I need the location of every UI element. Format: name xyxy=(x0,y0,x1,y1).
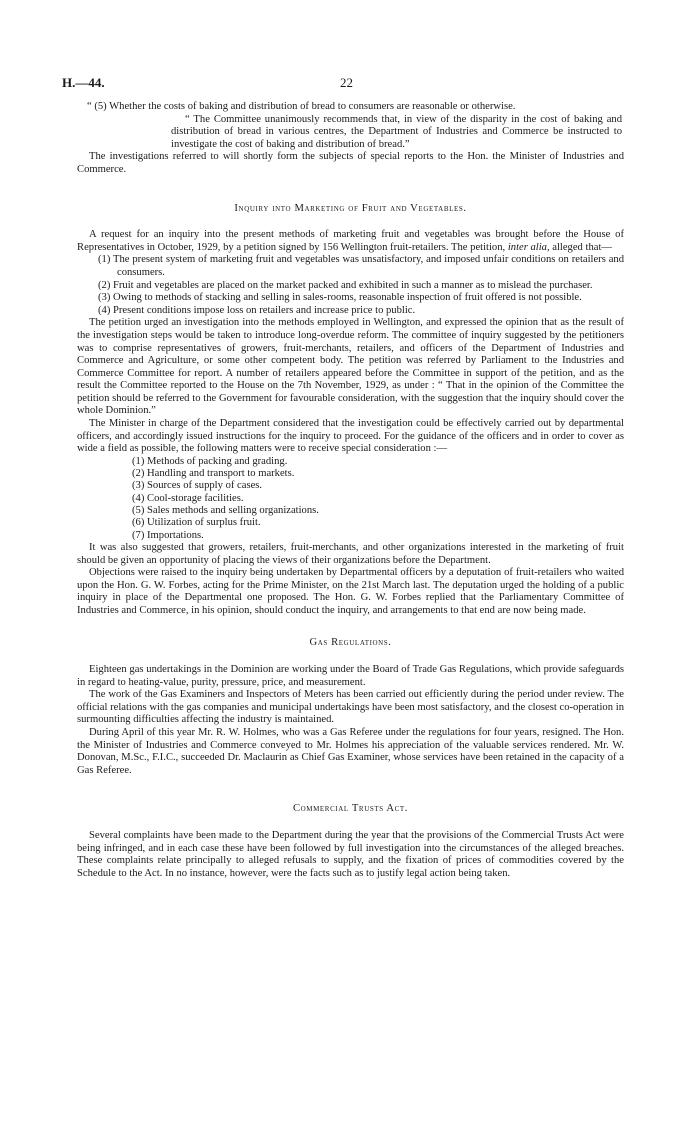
minister-instructions-paragraph: The Minister in charge of the Department considered that the investigation could be effectively carried out by departmental officers, and accordingly issued instructions for the inquiry to proceed. For the guidance of the officers and in order to cover as wide a field as possible, the following matters were to receive special consideration :— xyxy=(77,418,624,455)
list-item: (2) Handling and transport to markets. xyxy=(132,468,295,480)
fruit-petition-text-b: , alleged that— xyxy=(546,241,612,253)
gas-undertakings-paragraph: Eighteen gas undertakings in the Dominion are working under the Board of Trade Gas Regulations, which provide safeguards in regard to heating-value, purity, pressure, price, and measurement. xyxy=(77,664,624,688)
allegation-item: (4) Present conditions impose loss on retailers and increase price to public. xyxy=(98,304,416,316)
inter-alia-text: inter alia xyxy=(507,241,547,253)
list-item: (4) Cool-storage facilities. xyxy=(132,492,244,504)
objections-paragraph: Objections were raised to the inquiry being undertaken by Departmental officers by a deputation of fruit-retailers who waited upon the Hon. G. W. Forbes, acting for the Prime Minister, on the 21st March last. The deputation urged the holding of a public inquiry in place of the Departmental one proposed. The Hon. G. W. Forbes replied that the Parliamentary Committee of Industries and Commerce, in his opinion, should conduct the inquiry, and arrangements to that end are now being made. xyxy=(77,567,624,616)
list-item: (3) Sources of supply of cases. xyxy=(132,480,263,492)
fruit-petition-text-a: A request for an inquiry into the present methods of marketing fruit and vegetables was brought before the House of Representatives in October, 1929, by a petition signed by 156 Wellington fruit-retailers. The petition, xyxy=(77,229,624,253)
fruit-petition-paragraph xyxy=(77,229,624,254)
organizations-views-paragraph: It was also suggested that growers, retailers, fruit-merchants, and other organizations interested in the marketing of fruit should be given an opportunity of placing the views of their organizations before the Department. xyxy=(77,541,624,566)
gas-referee-paragraph: During April of this year Mr. R. W. Holmes, who was a Gas Referee under the regulations for four years, resigned. The Hon. the Minister of Industries and Commerce conveyed to Mr. Holmes his appreciation of the valuable services rendered. Mr. W. Donovan, M.Sc., F.I.C., succeeded Dr. Maclaurin as Chief Gas Examiner, whose services have been retained in the capacity of a Gas Referee. xyxy=(77,727,624,776)
special-consideration-list xyxy=(77,456,624,542)
page-header xyxy=(62,77,638,93)
quoted-item-5: “ (5) Whether the costs of baking and distribution of bread to consumers are reasonable or otherwise. xyxy=(87,101,516,112)
petition-investigation-paragraph: The petition urged an investigation into the methods employed in Wellington, and expressed the opinion that as the result of the investigation steps would be taken to introduce long-overdue reform. The committee of inquiry suggested by the petitioners was to comprise representatives of growers, fruit-merchants, retailers, and officers of the Department of Industries and Commerce and Agriculture, or some other competent body. The petition was referred by Parliament to the Industries and Commerce Committee for report. A number of retailers appeared before the Committee in support of the petition, and as the result the Committee reported to the House on the 7th November, 1929, as under : “ That in the opinion of the Committee the petition should be referred to the Government for favourable consideration, with the suggestion that the inquiry should cover the whole Dominion.” xyxy=(77,317,624,417)
trusts-complaints-paragraph: Several complaints have been made to the Department during the year that the provisions of the Commercial Trusts Act were being infringed, and in each case these have been followed by full investigation into the circumstances of the alleged breaches. These complaints relate principally to alleged refusals to supply, and the fixation of prices of commodities covered by the Schedule to the Act. In no instance, however, were the facts such as to justify legal action being taken. xyxy=(77,830,624,879)
list-item: (1) Methods of packing and grading. xyxy=(132,455,288,467)
trusts-section-heading: Commercial Trusts Act. xyxy=(292,803,409,815)
report-reference: H.—44. xyxy=(62,75,105,90)
list-item: (5) Sales methods and selling organizations. xyxy=(132,505,319,517)
page-body xyxy=(77,101,624,880)
allegation-item: (2) Fruit and vegetables are placed on the market packed and exhibited in such a manner as to mislead the purchaser. xyxy=(98,279,593,291)
gas-examiners-paragraph: The work of the Gas Examiners and Inspectors of Meters has been carried out efficiently during the period under review. The official relations with the gas companies and municipal undertakings have been most satisfactory, and the closest co-operation in surmounting difficulties affecting the industry is maintained. xyxy=(77,689,624,726)
allegation-item: (3) Owing to methods of stacking and selling in sales-rooms, reasonable inspection of fruit offered is not possible. xyxy=(98,292,582,304)
committee-recommendation-quote: “ The Committee unanimously recommends that, in view of the disparity in the cost of baking and distribution of bread in various centres, the Department of Industries and Commerce be instructed to investigate the cost of baking and distribution of bread.” xyxy=(171,113,622,150)
gas-section-heading: Gas Regulations. xyxy=(309,637,392,649)
list-item: (6) Utilization of surplus fruit. xyxy=(132,517,261,529)
investigations-paragraph: The investigations referred to will shortly form the subjects of special reports to the Hon. the Minister of Industries and Commerce. xyxy=(77,151,624,175)
allegation-item: (1) The present system of marketing fruit and vegetables was unsatisfactory, and imposed unfair conditions on retailers and consumers. xyxy=(98,254,624,278)
fruit-section-heading: Inquiry into Marketing of Fruit and Vegetables. xyxy=(234,202,467,214)
page-number: 22 xyxy=(340,75,353,90)
list-item: (7) Importations. xyxy=(132,529,204,541)
